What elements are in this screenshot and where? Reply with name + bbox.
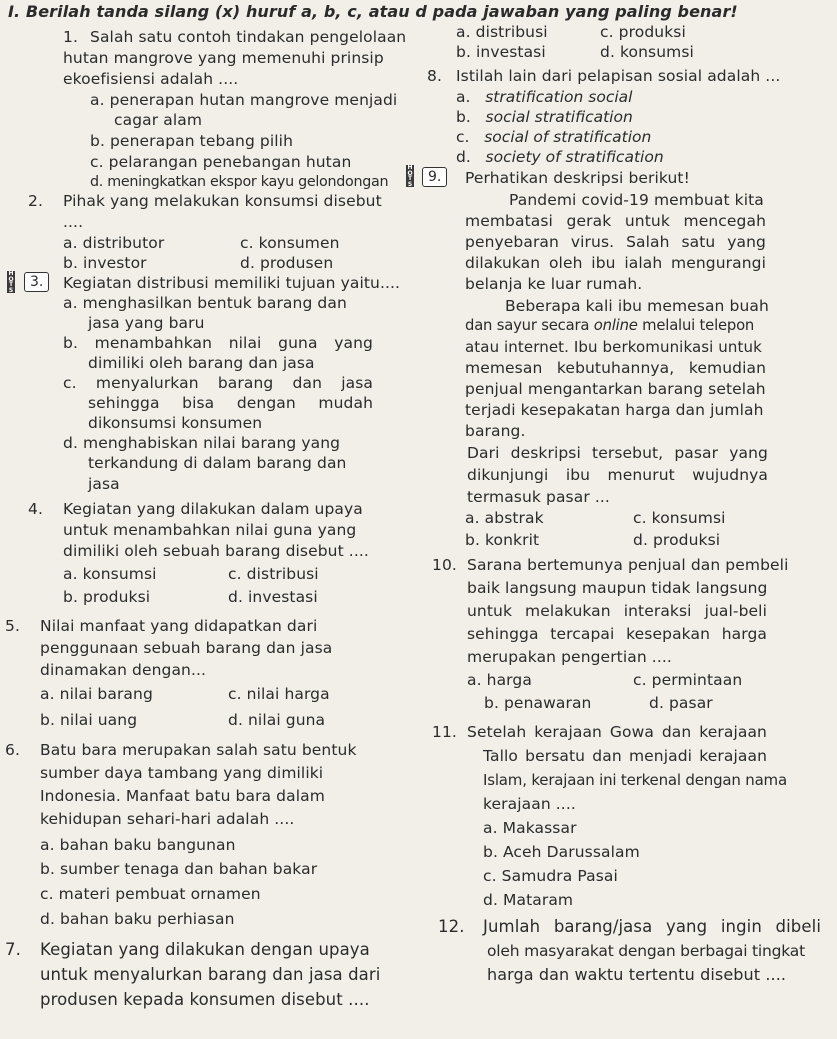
hots-icon: H O T S [407,165,413,187]
q9-option-d[interactable]: d. produksi [633,531,721,549]
q9-description-line: memesan kebutuhannya, kemudian [465,359,766,377]
q2-option-d[interactable]: d. produsen [240,254,334,272]
q3-option-b[interactable]: dimiliki oleh barang dan jasa [88,354,315,372]
q1-option-b[interactable]: b. penerapan tebang pilih [90,132,294,150]
q3-option-b[interactable]: b. menambahkan nilai guna yang [63,334,373,352]
q9-description-line: membatasi gerak untuk mencegah [465,212,766,230]
q7-text: Kegiatan yang dilakukan dengan upaya [40,940,370,959]
q12-text: oleh masyarakat dengan berbagai tingkat [487,942,805,960]
q9-option-b[interactable]: b. konkrit [465,531,540,549]
q4-number: 4. [28,500,43,518]
q10-text: Sarana bertemunya penjual dan pembeli [467,556,789,574]
q8-option-c-text: social of stratification [484,128,652,146]
q3-option-d[interactable]: terkandung di dalam barang dan [88,454,347,472]
q4-option-a[interactable]: a. konsumsi [63,565,157,583]
q9-question: termasuk pasar ... [467,488,610,506]
q4-text: untuk menambahkan nilai guna yang [63,521,357,539]
q4-text: dimiliki oleh sebuah barang disebut .... [63,542,369,560]
q2-text: Pihak yang melakukan konsumsi disebut [63,192,382,210]
q8-option-d-text: society of stratification [485,148,664,166]
q9-option-c[interactable]: c. konsumsi [633,509,726,527]
q10-text: merupakan pengertian .... [467,648,672,666]
q3-option-d[interactable]: jasa [88,475,120,493]
q3-option-c[interactable]: dikonsumsi konsumen [88,414,263,432]
q10-text: untuk melakukan interaksi jual-beli [467,602,767,620]
q3-option-a[interactable]: jasa yang baru [88,314,205,332]
q6-text: Indonesia. Manfaat batu bara dalam [40,787,325,805]
q2-option-c[interactable]: c. konsumen [240,234,340,252]
q11-option-a[interactable]: a. Makassar [483,819,577,837]
q4-option-d[interactable]: d. investasi [228,588,318,606]
q2-option-a[interactable]: a. distributor [63,234,165,252]
q5-option-a[interactable]: a. nilai barang [40,685,153,703]
q5-option-d[interactable]: d. nilai guna [228,711,326,729]
q9-description-line: penyebaran virus. Salah satu yang [465,233,766,251]
q1-text: Salah satu contoh tindakan pengelolaan [90,28,407,46]
q9-description-line: penjual mengantarkan barang setelah [465,380,766,398]
q12-text: Jumlah barang/jasa yang ingin dibeli [483,917,821,936]
q10-option-c[interactable]: c. permintaan [633,671,743,689]
q6-text: Batu bara merupakan salah satu bentuk [40,741,357,759]
q6-option-a[interactable]: a. bahan baku bangunan [40,836,236,854]
q10-number: 10. [432,556,457,574]
q11-number: 11. [432,723,457,741]
q8-option-a-text: stratification social [485,88,633,106]
q1-option-d[interactable]: d. meningkatkan ekspor kayu gelondongan [90,174,389,190]
q9-question: Dari deskripsi tersebut, pasar yang [467,444,768,462]
q3-option-a[interactable]: a. menghasilkan bentuk barang dan [63,294,347,312]
q8-option-c[interactable]: c. social of stratification [456,128,652,146]
hots-icon: H O T S [8,271,14,293]
q12-number: 12. [438,917,465,936]
q9-description-line: terjadi kesepakatan harga dan jumlah [465,401,764,419]
q5-text: dinamakan dengan... [40,661,207,679]
q10-text: sehingga tercapai kesepakan harga [467,625,767,643]
q10-text: baik langsung maupun tidak langsung [467,579,768,597]
q12-text: harga dan waktu tertentu disebut .... [487,965,787,984]
q9-description-line: Pandemi covid-19 membuat kita [509,191,764,209]
q4-option-c[interactable]: c. distribusi [228,565,319,583]
q1-option-a[interactable]: a. distribusi [456,23,548,41]
q8-text: Istilah lain dari pelapisan sosial adalah ... [456,67,781,85]
q6-option-b[interactable]: b. sumber tenaga dan bahan bakar [40,860,318,878]
q10-option-a[interactable]: a. harga [467,671,532,689]
q1-option-a[interactable]: a. penerapan hutan mangrove menjadi [90,91,398,109]
q9-description-line: Beberapa kali ibu memesan buah [505,297,769,315]
q9-description-line: atau internet. Ibu berkomunikasi untuk [465,338,762,356]
q7-number: 7. [5,940,21,959]
q11-text: Setelah kerajaan Gowa dan kerajaan [467,723,767,741]
q1-option-c[interactable]: c. pelarangan penebangan hutan [90,153,352,171]
q11-option-c[interactable]: c. Samudra Pasai [483,867,618,885]
q1-number: 1. [63,28,78,46]
q6-text: sumber daya tambang yang dimiliki [40,764,324,782]
q9-description-line: dan sayur secara online melalui telepon [465,317,755,334]
q3-number: 3. [24,272,49,292]
q5-option-b[interactable]: b. nilai uang [40,711,138,729]
q9-description-line: dilakukan oleh ibu ialah mengurangi [465,254,766,272]
q5-number: 5. [5,617,20,635]
q2-number: 2. [28,192,43,210]
q3-text: Kegiatan distribusi memiliki tujuan yaitu.... [63,274,401,292]
q9-number: 9. [422,167,447,187]
q2-text: .... [63,213,84,231]
q7-text: produsen kepada konsumen disebut .... [40,990,370,1009]
q6-option-c[interactable]: c. materi pembuat ornamen [40,885,261,903]
q4-text: Kegiatan yang dilakukan dalam upaya [63,500,363,518]
q11-text: kerajaan .... [483,795,576,813]
q9-question: dikunjungi ibu menurut wujudnya [467,466,768,484]
q1-text: ekoefisiensi adalah .... [63,70,239,88]
q3-option-d[interactable]: d. menghabiskan nilai barang yang [63,434,341,452]
q11-option-d[interactable]: d. Mataram [483,891,574,909]
q7-text: untuk menyalurkan barang dan jasa dari [40,965,381,984]
q4-option-b[interactable]: b. produksi [63,588,151,606]
q1-option-b[interactable]: b. investasi [456,43,546,61]
q5-option-c[interactable]: c. nilai harga [228,685,330,703]
q6-text: kehidupan sehari-hari adalah .... [40,810,295,828]
q5-text: Nilai manfaat yang didapatkan dari [40,617,318,635]
q6-option-d[interactable]: d. bahan baku perhiasan [40,910,235,928]
q8-option-d[interactable]: d. society of stratification [456,148,664,166]
q8-option-a[interactable]: a. stratification social [456,88,633,106]
q6-number: 6. [5,741,20,759]
q3-option-c[interactable]: c. menyalurkan barang dan jasa [63,374,373,392]
q9-description-line: barang. [465,422,526,440]
q8-option-b-text: social stratification [485,108,633,126]
q1-text: hutan mangrove yang memenuhi prinsip [63,49,384,67]
q9-option-a[interactable]: a. abstrak [465,509,544,527]
q2-option-b[interactable]: b. investor [63,254,147,272]
section-instruction: I. Berilah tanda silang (x) huruf a, b, c, atau d pada jawaban yang paling benar! [8,2,738,21]
q9-description-line: belanja ke luar rumah. [465,275,643,293]
q8-number: 8. [427,67,442,85]
q8-option-b[interactable]: b. social stratification [456,108,633,126]
q1-option-d[interactable]: d. konsumsi [600,43,694,61]
q11-text: Islam, kerajaan ini terkenal dengan nama [483,771,787,789]
q11-option-b[interactable]: b. Aceh Darussalam [483,843,640,861]
q3-option-c[interactable]: sehingga bisa dengan mudah [88,394,373,412]
q1-option-a[interactable]: cagar alam [114,111,203,129]
q10-option-d[interactable]: d. pasar [649,694,713,712]
q10-option-b[interactable]: b. penawaran [484,694,592,712]
q5-text: penggunaan sebuah barang dan jasa [40,639,333,657]
q9-text: Perhatikan deskripsi berikut! [465,169,690,187]
q1-option-c[interactable]: c. produksi [600,23,686,41]
q11-text: Tallo bersatu dan menjadi kerajaan [483,747,767,765]
